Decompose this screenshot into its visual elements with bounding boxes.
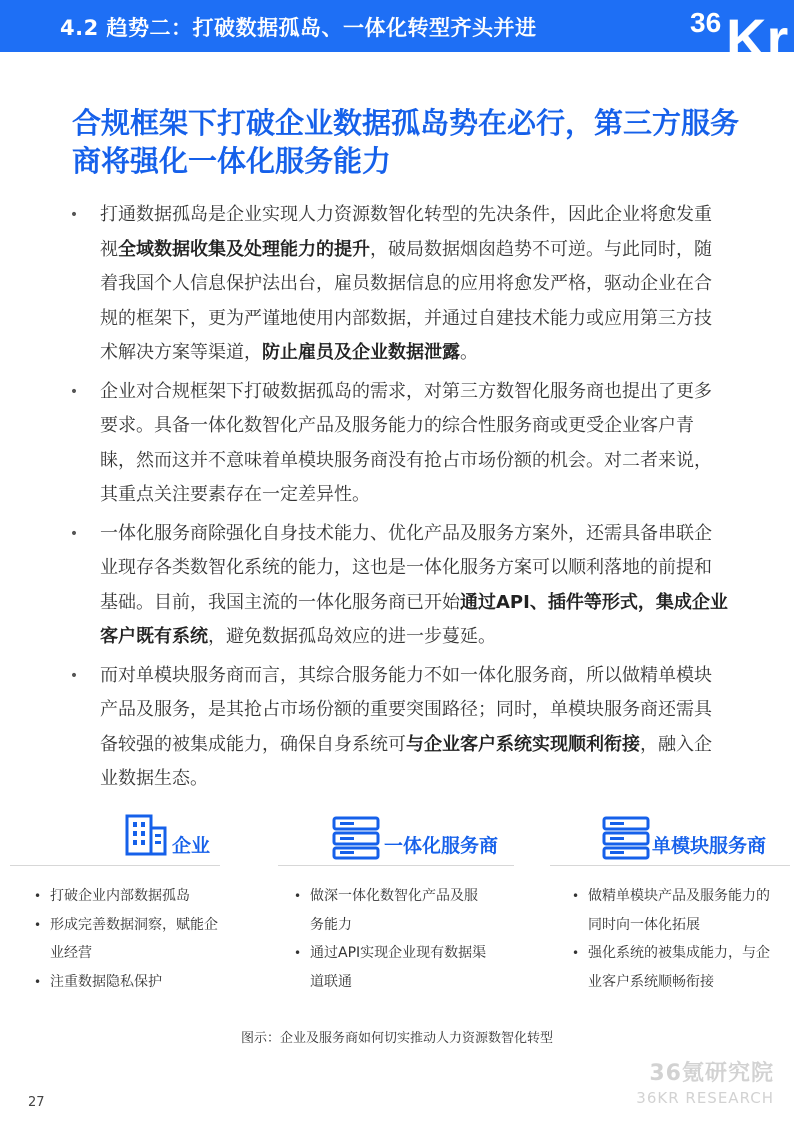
emphasis-text: 与企业客户系统实现顺利衔接	[406, 733, 640, 755]
figure-caption: 图示：企业及服务商如何切实推动人力资源数智化转型	[240, 1031, 553, 1046]
column-header	[278, 812, 514, 864]
list-item: • 形成完善数据洞察，赋能企业经营	[34, 916, 218, 961]
body-text: 打通数据孤岛是企业实现人力资源数智化转型的先决条件，因此企业将愈发重视	[100, 204, 712, 260]
body-text: 一体化服务商除强化自身技术能力、优化产品及服务方案外，还需具备串联企业现存各类数智化系统的能力，这也是一体化服务方案可以顺利落地的前提和基础。目前，我国主流的一体化服务商已开始	[100, 522, 712, 613]
body-text: 而对单模块服务商而言，其综合服务能力不如一体化服务商，所以做精单模块产品及服务，是其抢占市场份额的重要突围路径；同时，单模块服务商还需具备较强的被集成能力，确保自身系统可	[100, 664, 712, 755]
column-enterprise	[10, 812, 220, 1012]
column-list	[294, 882, 490, 996]
building-icon	[124, 812, 170, 858]
bullet-item	[68, 517, 728, 655]
column-list	[34, 882, 218, 996]
column-title: 一体化服务商	[384, 835, 499, 857]
emphasis-text: 全域数据收集及处理能力的提升	[118, 238, 370, 260]
body-text: 企业对合规框架下打破数据孤岛的需求，对第三方数智化服务商也提出了更多要求。具备一体化数智化产品及服务能力的综合性服务商或更受企业客户青睐，然而这并不意味着单模块服务商没有抢占市场份额的机会。对二者来说，其重点关注要素存在一定差异性。	[100, 380, 712, 505]
list-item: • 通过API实现企业现有数据渠道联通	[294, 945, 487, 990]
divider	[550, 865, 790, 866]
list-item: • 做深一体化数智化产品及服务能力	[294, 888, 478, 933]
watermark	[636, 1056, 774, 1107]
list-item: • 打破企业内部数据孤岛	[34, 888, 190, 904]
logo-36: 36	[690, 7, 722, 38]
divider	[10, 865, 220, 866]
logo-kr: Kr	[726, 7, 789, 60]
column-title: 企业	[172, 835, 211, 857]
main-title: 合规框架下打破企业数据孤岛势在必行，第三方服务商将强化一体化服务能力	[72, 106, 740, 178]
emphasis-text: 防止雇员及企业数据泄露	[262, 342, 460, 363]
divider	[278, 865, 514, 866]
body-text: ，融入企业数据生态。	[100, 733, 712, 789]
bullet-dot: •	[69, 207, 79, 223]
bullet-dot: •	[69, 525, 79, 542]
emphasis-text: 通过API、插件等形式，集成企业客户既有系统	[100, 591, 728, 647]
bullet-item	[68, 375, 728, 513]
bullet-list	[68, 198, 728, 797]
column-single-module-provider	[550, 812, 790, 1012]
column-header	[550, 812, 790, 864]
column-title: 单模块服务商	[652, 835, 767, 857]
body-text: ，避免数据孤岛效应的进一步蔓延。	[208, 626, 496, 647]
column-list	[572, 882, 772, 996]
bullet-dot: •	[69, 667, 79, 684]
page-number: 27	[28, 1095, 45, 1110]
36kr-logo-icon	[684, 0, 794, 60]
server-stack-icon	[602, 816, 650, 860]
watermark-cn: 36氪研究院	[649, 1061, 774, 1086]
bullet-item	[68, 198, 728, 371]
diagram	[0, 812, 794, 1012]
body-text: ，破局数据烟囱趋势不可逆。与此同时，随着我国个人信息保护法出台，雇员数据信息的应用将愈发严格，驱动企业在合规的框架下，更为严谨地使用内部数据，并通过自建技术能力或应用第三方技术解决方案等渠道，	[100, 238, 712, 363]
server-stack-icon	[332, 816, 380, 860]
body-text: 。	[460, 342, 478, 363]
bullet-dot: •	[69, 383, 79, 400]
list-item: • 强化系统的被集成能力，与企业客户系统顺畅衔接	[572, 945, 770, 990]
bullet-item	[68, 659, 728, 797]
watermark-en: 36KR RESEARCH	[636, 1089, 774, 1107]
list-item: • 注重数据隐私保护	[34, 973, 162, 990]
section-title: 4.2 趋势二：打破数据孤岛、一体化转型齐头并进	[60, 16, 537, 40]
column-integrated-provider	[278, 812, 514, 1012]
list-item: • 做精单模块产品及服务能力的同时向一体化拓展	[572, 888, 770, 933]
column-header	[10, 812, 220, 864]
